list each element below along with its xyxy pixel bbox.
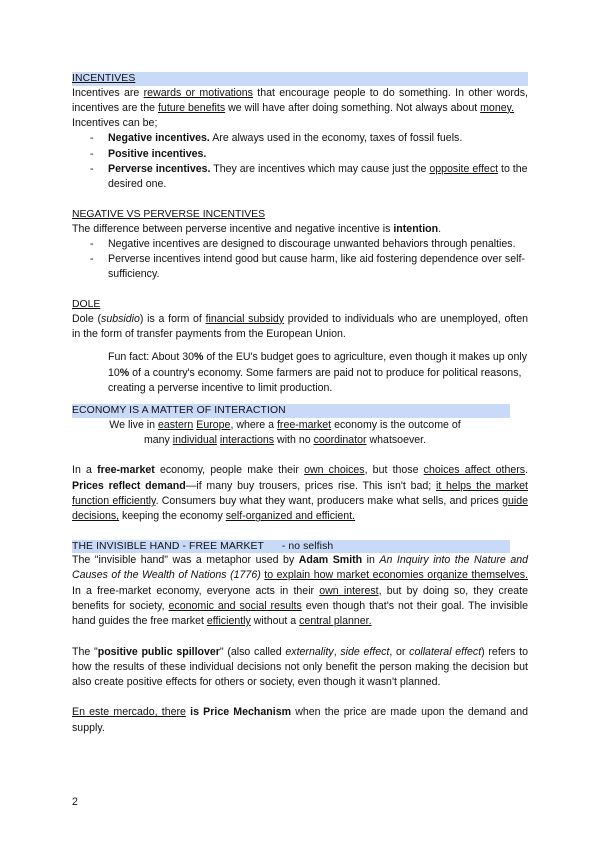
dole-paragraph: Dole (subsidio) is a form of financial subsidy provided to individuals who are unemployed, often in the form of transfer payments from the European Union. — [72, 312, 529, 341]
spillover-paragraph: The "positive public spillover" (also called externality, side effect, or collateral effect) refers to how the results of these individual decisions not only benefit the person making the decision but also create positive effects for others or society, even though it wasn't planned. — [72, 645, 529, 689]
fun-fact-paragraph: Fun fact: About 30% of the EU's budget goes to agriculture, even though it makes up only 10% of a country's economy. Some farmers are paid not to produce for political reasons, creating a perverse incentive to limit production. — [108, 351, 527, 394]
page-content — [72, 72, 528, 736]
section-heading-economy — [72, 404, 510, 418]
section-heading-invisible-hand — [72, 540, 510, 554]
list-item: - Negative incentives. Are always used in the economy, taxes of fossil fuels. — [90, 132, 463, 145]
heading-text: INCENTIVES — [72, 73, 136, 84]
page-number: 2 — [72, 796, 78, 808]
list-item: - Perverse incentives. They are incentives which may cause just the opposite effect to the desired one. — [90, 162, 528, 191]
heading-note: - no selfish — [281, 540, 334, 552]
incentives-list — [72, 131, 528, 192]
negvsperv-list — [72, 237, 528, 283]
negvsperv-paragraph: The difference between perverse incentive and negative incentive is intention. — [72, 222, 442, 235]
economy-centered-line-1: We live in eastern Europe, where a free-market economy is the outcome of — [109, 418, 461, 431]
incentives-intro: Incentives can be; — [72, 117, 158, 130]
list-item: - Negative incentives are designed to discourage unwanted behaviors through penalties. — [90, 237, 516, 250]
price-mechanism-paragraph: En este mercado, there is Price Mechanism when the price are made upon the demand and supply. — [72, 706, 528, 734]
heading-text: ECONOMY IS A MATTER OF INTERACTION — [72, 405, 286, 417]
economy-paragraph: In a free-market economy, people make their own choices, but those choices affect others. Prices reflect demand—if many buy trousers, prices rise. This isn't bad; it helps the market function efficiently. Consumers buy what they want, producers make what sells, and prices guide decisions, keeping the economy self-organized and efficient. — [72, 464, 529, 523]
economy-centered-line-2: many individual interactions with no coordinator whatsoever. — [143, 434, 427, 447]
section-heading-negative-vs-perverse: NEGATIVE VS PERVERSE INCENTIVES — [72, 208, 266, 220]
section-heading-dole: DOLE — [72, 298, 101, 310]
heading-text: THE INVISIBLE HAND - FREE MARKET — [72, 540, 264, 552]
section-heading-incentives — [72, 72, 528, 86]
list-item: - Perverse incentives intend good but cause harm, like aid fostering dependence over self-sufficiency. — [90, 253, 525, 281]
invisible-hand-paragraph: The "invisible hand" was a metaphor used by Adam Smith in An Inquiry into the Nature and Causes of the Wealth of Nations (1776) to explain how market economies organize themselves. In a free-market economy, everyone acts in their own interest, but by doing so, they create benefits for society, economic and social results even though that's not their goal. The invisible hand guides the free market efficiently without a central planner. — [72, 554, 529, 628]
list-item: - Positive incentives. — [90, 147, 207, 160]
incentives-paragraph: Incentives are rewards or motivations that encourage people to do something. In other words, incentives are the future benefits we will have after doing something. Not always about money. — [72, 86, 528, 114]
